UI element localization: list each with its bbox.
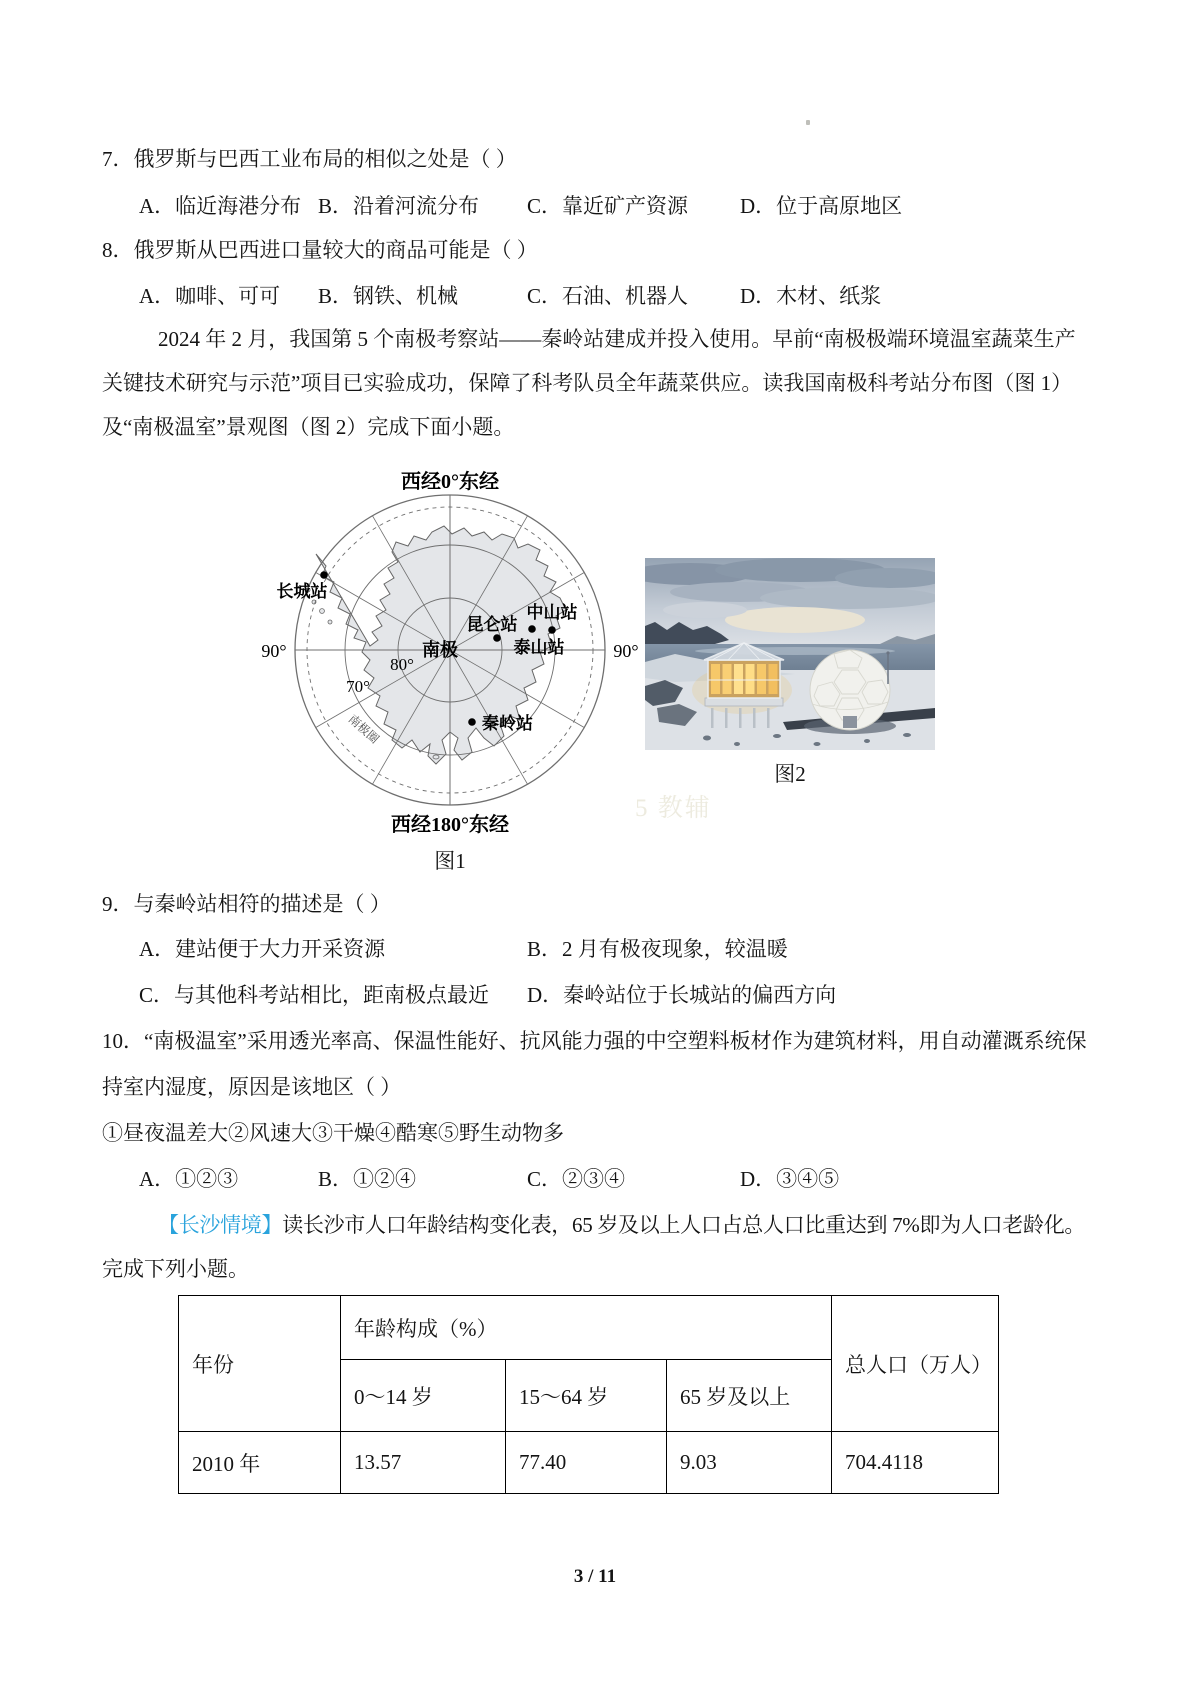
q10-option-c: C．②③④ [527, 1167, 626, 1191]
question-7-options [139, 190, 1139, 220]
changcheng-station-dot [320, 571, 328, 579]
changsha-context-intro: 读长沙市人口年龄结构变化表，65 岁及以上人口占总人口比重达到 7%即为人口老龄化。 [282, 1213, 1086, 1237]
q10-option-d: D．③④⑤ [740, 1167, 840, 1191]
changsha-context-line [158, 1209, 1085, 1239]
map-right-90-label: 90° [613, 641, 639, 661]
q7-option-c: C．靠近矿产资源 [527, 194, 689, 218]
antarctic-circle-label: 南极圈 [345, 711, 382, 747]
table-row-2010 [179, 1432, 999, 1494]
q9-option-c: C．与其他科考站相比，距南极点最近 [139, 983, 490, 1007]
q7-option-a: A．临近海港分布 [139, 194, 302, 218]
antarctic-greenhouse-photo [645, 558, 935, 750]
q9-option-d: D．秦岭站位于长城站的偏西方向 [527, 983, 837, 1007]
changcheng-station-label: 长城站 [276, 582, 328, 601]
taishan-station-dot [528, 625, 536, 633]
question-8-stem: 8．俄罗斯从巴西进口量较大的商品可能是（ ） [102, 238, 538, 262]
antarctica-map [230, 440, 670, 840]
q9-option-b: B．2 月有极夜现象，较温暖 [527, 937, 788, 961]
passage-line-3: 及“南极温室”景观图（图 2）完成下面小题。 [102, 415, 515, 439]
table-subheader-0-14: 0～14 岁 [341, 1360, 506, 1432]
taishan-station-label: 泰山站 [513, 638, 565, 657]
map-top-longitude-label: 西经0°东经 [401, 471, 499, 493]
question-8-options [139, 280, 1139, 310]
q8-option-b: B．钢铁、机械 [318, 284, 459, 308]
question-10-options [139, 1163, 1139, 1193]
table-header-age-composition: 年龄构成（%） [341, 1296, 832, 1360]
map-lat-70-label: 70° [346, 677, 370, 696]
table-cell-2010-total: 704.4118 [832, 1432, 999, 1494]
kunlun-station-dot [493, 634, 501, 642]
table-subheader-15-64: 15～64 岁 [506, 1360, 667, 1432]
q7-option-d: D．位于高原地区 [740, 194, 903, 218]
page-number: 3 / 11 [573, 1566, 617, 1587]
question-9-stem: 9．与秦岭站相符的描述是（ ） [102, 892, 391, 916]
figure-1-caption: 图1 [434, 849, 466, 873]
changsha-context-tag: 【长沙情境】 [158, 1213, 283, 1237]
table-cell-2010-0-14: 13.57 [341, 1432, 506, 1494]
q8-option-a: A．咖啡、可可 [139, 284, 281, 308]
question-10-stem-line-1: 10．“南极温室”采用透光率高、保温性能好、抗风能力强的中空塑料板材作为建筑材料，用自动灌溉系统保 [102, 1029, 1087, 1053]
q7-option-b: B．沿着河流分布 [318, 194, 480, 218]
q8-option-c: C．石油、机器人 [527, 284, 689, 308]
table-cell-2010-65-plus: 9.03 [667, 1432, 832, 1494]
question-10-stem-line-2: 持室内湿度，原因是该地区（ ） [102, 1075, 402, 1099]
table-cell-2010-15-64: 77.40 [506, 1432, 667, 1494]
south-pole-label: 南极 [422, 640, 458, 660]
table-cell-year-2010: 2010 年 [179, 1432, 341, 1494]
map-bottom-longitude-label: 西经180°东经 [391, 814, 509, 836]
passage-line-2: 关键技术研究与示范”项目已实验成功，保障了科考队员全年蔬菜供应。读我国南极科考站分布图（图 1） [102, 371, 1073, 395]
passage-line-1: 2024 年 2 月，我国第 5 个南极考察站——秦岭站建成并投入使用。早前“南极极端环境温室蔬菜生产 [158, 327, 1076, 351]
map-lat-80-label: 80° [390, 655, 414, 674]
zhongshan-station-dot [548, 626, 556, 634]
question-7-stem: 7．俄罗斯与巴西工业布局的相似之处是（ ） [102, 147, 517, 171]
map-left-90-label: 90° [261, 641, 287, 661]
table-header-year: 年份 [179, 1296, 341, 1432]
q10-option-b: B．①②④ [318, 1167, 417, 1191]
question-9-options-row-2 [139, 979, 1139, 1009]
changsha-context-line-2: 完成下列小题。 [102, 1257, 249, 1281]
population-age-structure-table [178, 1295, 999, 1494]
table-header-total-population: 总人口（万人） [832, 1296, 999, 1432]
watermark-text: 5 教辅 [635, 795, 712, 822]
question-9-options-row-1 [139, 933, 1139, 963]
question-10-items: ①昼夜温差大②风速大③干燥④酷寒⑤野生动物多 [102, 1121, 564, 1145]
scan-artifact-dot [806, 120, 810, 125]
kunlun-station-label: 昆仑站 [466, 615, 518, 634]
qinling-station-dot [468, 718, 476, 726]
q8-option-d: D．木材、纸浆 [740, 284, 882, 308]
figure-2-caption: 图2 [774, 762, 806, 786]
qinling-station-label: 秦岭站 [482, 714, 533, 733]
q10-option-a: A．①②③ [139, 1167, 239, 1191]
table-subheader-65-plus: 65 岁及以上 [667, 1360, 832, 1432]
zhongshan-station-label: 中山站 [526, 603, 578, 622]
q9-option-a: A．建站便于大力开采资源 [139, 937, 386, 961]
